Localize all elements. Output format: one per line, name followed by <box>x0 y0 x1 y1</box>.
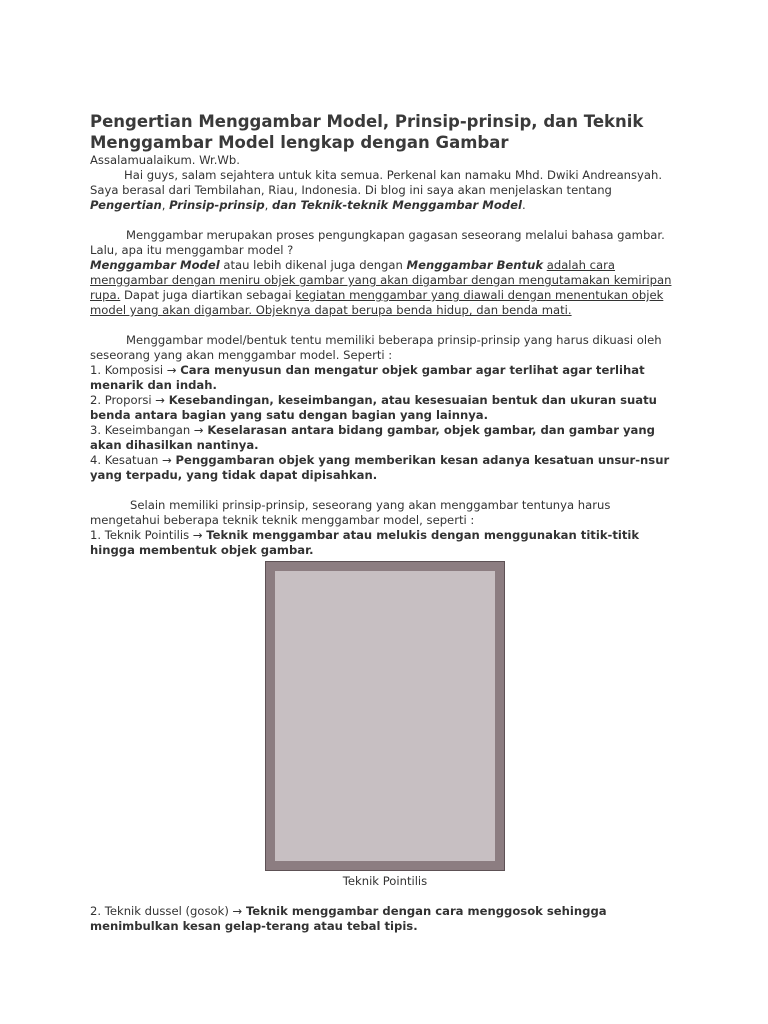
definition-also: Dapat juga diartikan sebagai <box>120 288 296 302</box>
intro-separator-2: , <box>264 198 273 212</box>
definition-intro: Menggambar merupakan proses pengungkapan gagasan seseorang melalui bahasa gambar. Lalu, apa itu menggambar model ? <box>90 228 665 257</box>
intro-separator-1: , <box>161 198 170 212</box>
principle-item <box>90 423 680 453</box>
principle-label: 3. Keseimbangan → <box>90 423 204 437</box>
figure-caption: Teknik Pointilis <box>342 874 428 888</box>
intro-paragraph <box>90 168 680 213</box>
technique-item <box>90 528 680 558</box>
principle-item <box>90 453 680 483</box>
technique-item <box>90 904 680 934</box>
definition-underlined-2: kegiatan menggambar yang diawali dengan menentukan objek model yang akan digambar. Objeknya dapat berupa benda hidup, dan benda mati. <box>90 288 664 317</box>
principle-desc: Kesebandingan, keseimbangan, atau kesesuaian bentuk dan ukuran suatu benda antara bagian yang satu dengan bagian yang lainnya. <box>90 393 657 422</box>
intro-topic-teknik: dan Teknik-teknik Menggambar Model <box>272 198 522 212</box>
principle-item <box>90 363 680 393</box>
principle-desc: Penggambaran objek yang memberikan kesan adanya kesatuan unsur-nsur yang terpadu, yang tidak dapat dipisahkan. <box>90 453 670 482</box>
intro-topic-pengertian: Pengertian <box>90 198 162 212</box>
greeting: Assalamualaikum. Wr.Wb. <box>90 153 240 167</box>
technique-label: 2. Teknik dussel (gosok) → <box>90 904 243 918</box>
principle-label: 1. Komposisi → <box>90 363 177 377</box>
principle-label: 2. Proporsi → <box>90 393 166 407</box>
definition-underlined: adalah cara menggambar dengan meniru objek gambar yang akan digambar dengan mengutamakan kemiripan rupa. <box>90 258 672 302</box>
pointilis-figure <box>265 561 505 871</box>
intro-topic-prinsip: Prinsip-prinsip <box>169 198 265 212</box>
principle-item <box>90 393 680 423</box>
term-menggambar-bentuk: Menggambar Bentuk <box>406 258 544 272</box>
intro-end: . <box>521 198 526 212</box>
definition-paragraph <box>90 258 680 318</box>
technique-desc: Teknik menggambar dengan cara menggosok sehingga menimbulkan kesan gelap-terang atau tebal tipis. <box>90 904 607 933</box>
principle-label: 4. Kesatuan → <box>90 453 172 467</box>
technique-label: 1. Teknik Pointilis → <box>90 528 203 542</box>
intro-text: Hai guys, salam sejahtera untuk kita semua. Perkenal kan namaku Mhd. Dwiki Andreansyah. Saya berasal dari Tembilahan, Riau, Indonesia. Di blog ini saya akan menjelaskan tentang <box>90 168 663 197</box>
article <box>90 111 680 934</box>
principle-desc: Cara menyusun dan mengatur objek gambar agar terlihat agar terlihat menarik dan indah. <box>90 363 645 392</box>
article-title: Pengertian Menggambar Model, Prinsip-prinsip, dan Teknik Menggambar Model lengkap dengan Gambar <box>90 112 644 152</box>
techniques-intro: Selain memiliki prinsip-prinsip, seseorang yang akan menggambar tentunya harus mengetahui beberapa teknik teknik menggambar model, seperti : <box>90 498 611 527</box>
technique-desc: Teknik menggambar atau melukis dengan menggunakan titik-titik hingga membentuk objek gambar. <box>90 528 640 557</box>
image-placeholder <box>275 571 495 861</box>
term-menggambar-model: Menggambar Model <box>90 258 220 272</box>
principles-intro: Menggambar model/bentuk tentu memiliki beberapa prinsip-prinsip yang harus dikuasi oleh seseorang yang akan menggambar model. Seperti : <box>90 333 662 362</box>
principle-desc: Keselarasan antara bidang gambar, objek gambar, dan gambar yang akan dihasilkan nantinya. <box>90 423 655 452</box>
definition-mid: atau lebih dikenal juga dengan <box>219 258 407 272</box>
